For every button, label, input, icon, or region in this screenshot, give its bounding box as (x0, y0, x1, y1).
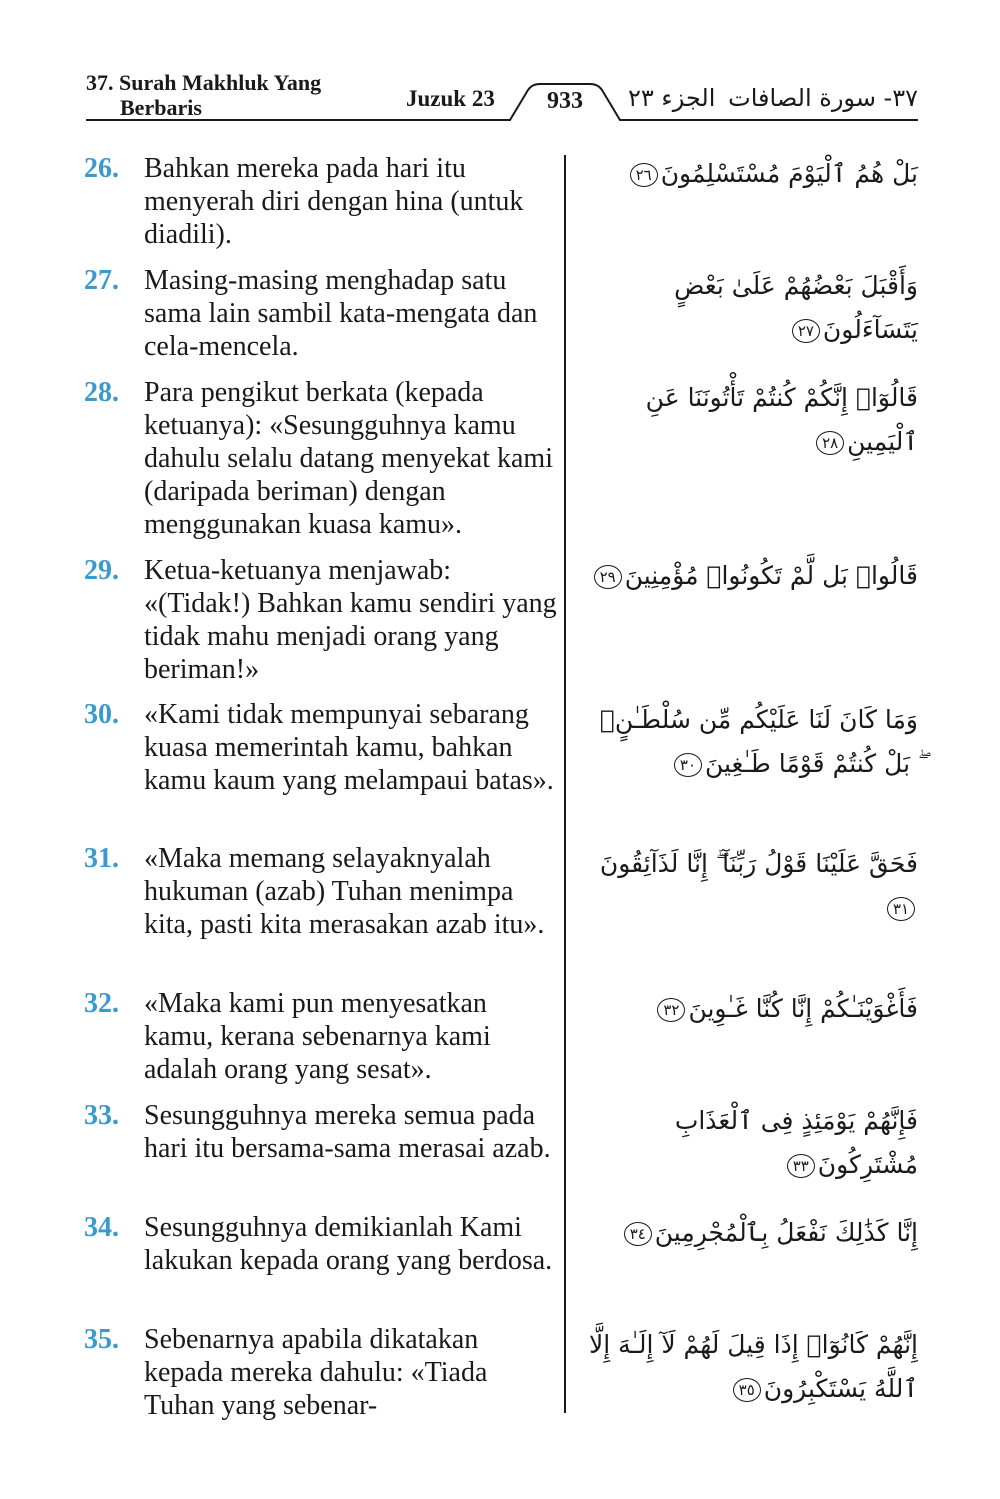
juzuk-label-latin: Juzuk 23 (406, 86, 495, 111)
juzuk-label-arabic: الجزء ٢٣ (628, 84, 716, 112)
verse-arabic (588, 842, 918, 930)
verse-number: 28. (84, 377, 119, 408)
verse-number: 30. (84, 699, 119, 730)
verse-number: 34. (84, 1212, 119, 1243)
verse-number: 31. (84, 843, 119, 874)
ayah-end-marker: ٢٧ (792, 319, 820, 343)
verse-number: 27. (84, 265, 119, 296)
verse-translation: Para pengikut berkata (kepada ketuanya): «Sesungguhnya kamu dahulu selalu datang menyekat kami (daripada beriman) dengan menggunakan kuasa kamu». (144, 377, 553, 540)
arabic-text: بَلْ هُمُ ٱلْيَوْمَ مُسْتَسْلِمُونَ (660, 159, 918, 188)
ayah-end-marker: ٣٥ (733, 1378, 761, 1402)
ayah-end-marker: ٣٢ (657, 998, 685, 1022)
ayah-end-marker: ٢٨ (816, 431, 844, 455)
verse-translation: «Maka kami pun menyesatkan kamu, kerana sebenarnya kami adalah orang yang sesat». (144, 988, 491, 1085)
arabic-text: قَالُوٓا۟ إِنَّكُمْ كُنتُمْ تَأْتُونَنَا عَنِ ٱلْيَمِينِ (645, 383, 918, 456)
arabic-text: فَأَغْوَيْنَـٰكُمْ إِنَّا كُنَّا غَـٰوِينَ (688, 994, 918, 1023)
page-header (0, 0, 1000, 130)
verse-translation: Ketua-ketuanya menjawab: «(Tidak!) Bahkan kamu sendiri yang tidak mahu menjadi orang yang beriman!» (144, 555, 557, 685)
verse-number: 35. (84, 1324, 119, 1355)
verse-arabic (588, 698, 918, 786)
column-divider (564, 155, 566, 1413)
verse-arabic (588, 1211, 918, 1255)
ayah-end-marker: ٢٦ (630, 163, 658, 187)
arabic-text: إِنَّا كَذَٰلِكَ نَفْعَلُ بِٱلْمُجْرِمِينَ (654, 1218, 918, 1247)
verse-number: 29. (84, 555, 119, 586)
arabic-text: وَأَقْبَلَ بَعْضُهُمْ عَلَىٰ بَعْضٍ يَتَسَآءَلُونَ (674, 271, 918, 344)
verse-translation: «Kami tidak mempunyai sebarang kuasa memerintah kamu, bahkan kamu kaum yang melampaui batas». (144, 699, 554, 796)
ayah-end-marker: ٣٠ (674, 753, 702, 777)
verse-translation: «Maka memang selayaknyalah hukuman (azab) Tuhan menimpa kita, pasti kita merasakan azab itu». (144, 843, 545, 940)
surah-title-line1: 37. Surah Makhluk Yang (86, 70, 322, 95)
verse-translation: Sesungguhnya mereka semua pada hari itu bersama-sama merasai azab. (144, 1100, 551, 1164)
verse-translation: Bahkan mereka pada hari itu menyerah diri dengan hina (untuk diadili). (144, 153, 524, 250)
verse-arabic (588, 987, 918, 1031)
page-number: 933 (547, 88, 583, 114)
verse-translation: Sesungguhnya demikianlah Kami lakukan kepada orang yang berdosa. (144, 1212, 553, 1276)
verse-arabic (588, 554, 918, 598)
surah-title-line2: Berbaris (120, 95, 202, 120)
verse-arabic (588, 1323, 918, 1411)
verse-translation: Sebenarnya apabila dikatakan kepada mereka dahulu: «Tiada Tuhan yang sebenar- (144, 1324, 488, 1421)
header-rule-line (86, 84, 918, 120)
verse-arabic (588, 152, 918, 196)
verse-translation: Masing-masing menghadap satu sama lain sambil kata-mengata dan cela-mencela. (144, 265, 538, 362)
arabic-text: وَمَا كَانَ لَنَا عَلَيْكُم مِّن سُلْطَـٰنٍۭ ۖ بَلْ كُنتُمْ قَوْمًا طَـٰغِينَ (599, 705, 918, 778)
arabic-text: فَحَقَّ عَلَيْنَا قَوْلُ رَبِّنَآ ۖ إِنَّا لَذَآئِقُونَ (599, 849, 918, 878)
surah-title-arabic: ٣٧- سورة الصافات (728, 84, 918, 112)
arabic-text: إِنَّهُمْ كَانُوٓا۟ إِذَا قِيلَ لَهُمْ لَآ إِلَـٰهَ إِلَّا ٱللَّهُ يَسْتَكْبِرُونَ (588, 1330, 918, 1403)
verse-arabic (588, 264, 918, 352)
verse-number: 32. (84, 988, 119, 1019)
arabic-text: قَالُوا۟ بَل لَّمْ تَكُونُوا۟ مُؤْمِنِينَ (624, 561, 918, 590)
verse-arabic (588, 1099, 918, 1187)
ayah-end-marker: ٢٩ (594, 565, 622, 589)
ayah-end-marker: ٣٣ (787, 1154, 815, 1178)
header-rule (0, 0, 1000, 130)
ayah-end-marker: ٣٤ (624, 1222, 652, 1246)
verse-number: 33. (84, 1100, 119, 1131)
verse-number: 26. (84, 153, 119, 184)
verse-arabic (588, 376, 918, 464)
ayah-end-marker: ٣١ (887, 897, 915, 921)
arabic-text: فَإِنَّهُمْ يَوْمَئِذٍ فِى ٱلْعَذَابِ مُشْتَرِكُونَ (674, 1106, 918, 1179)
